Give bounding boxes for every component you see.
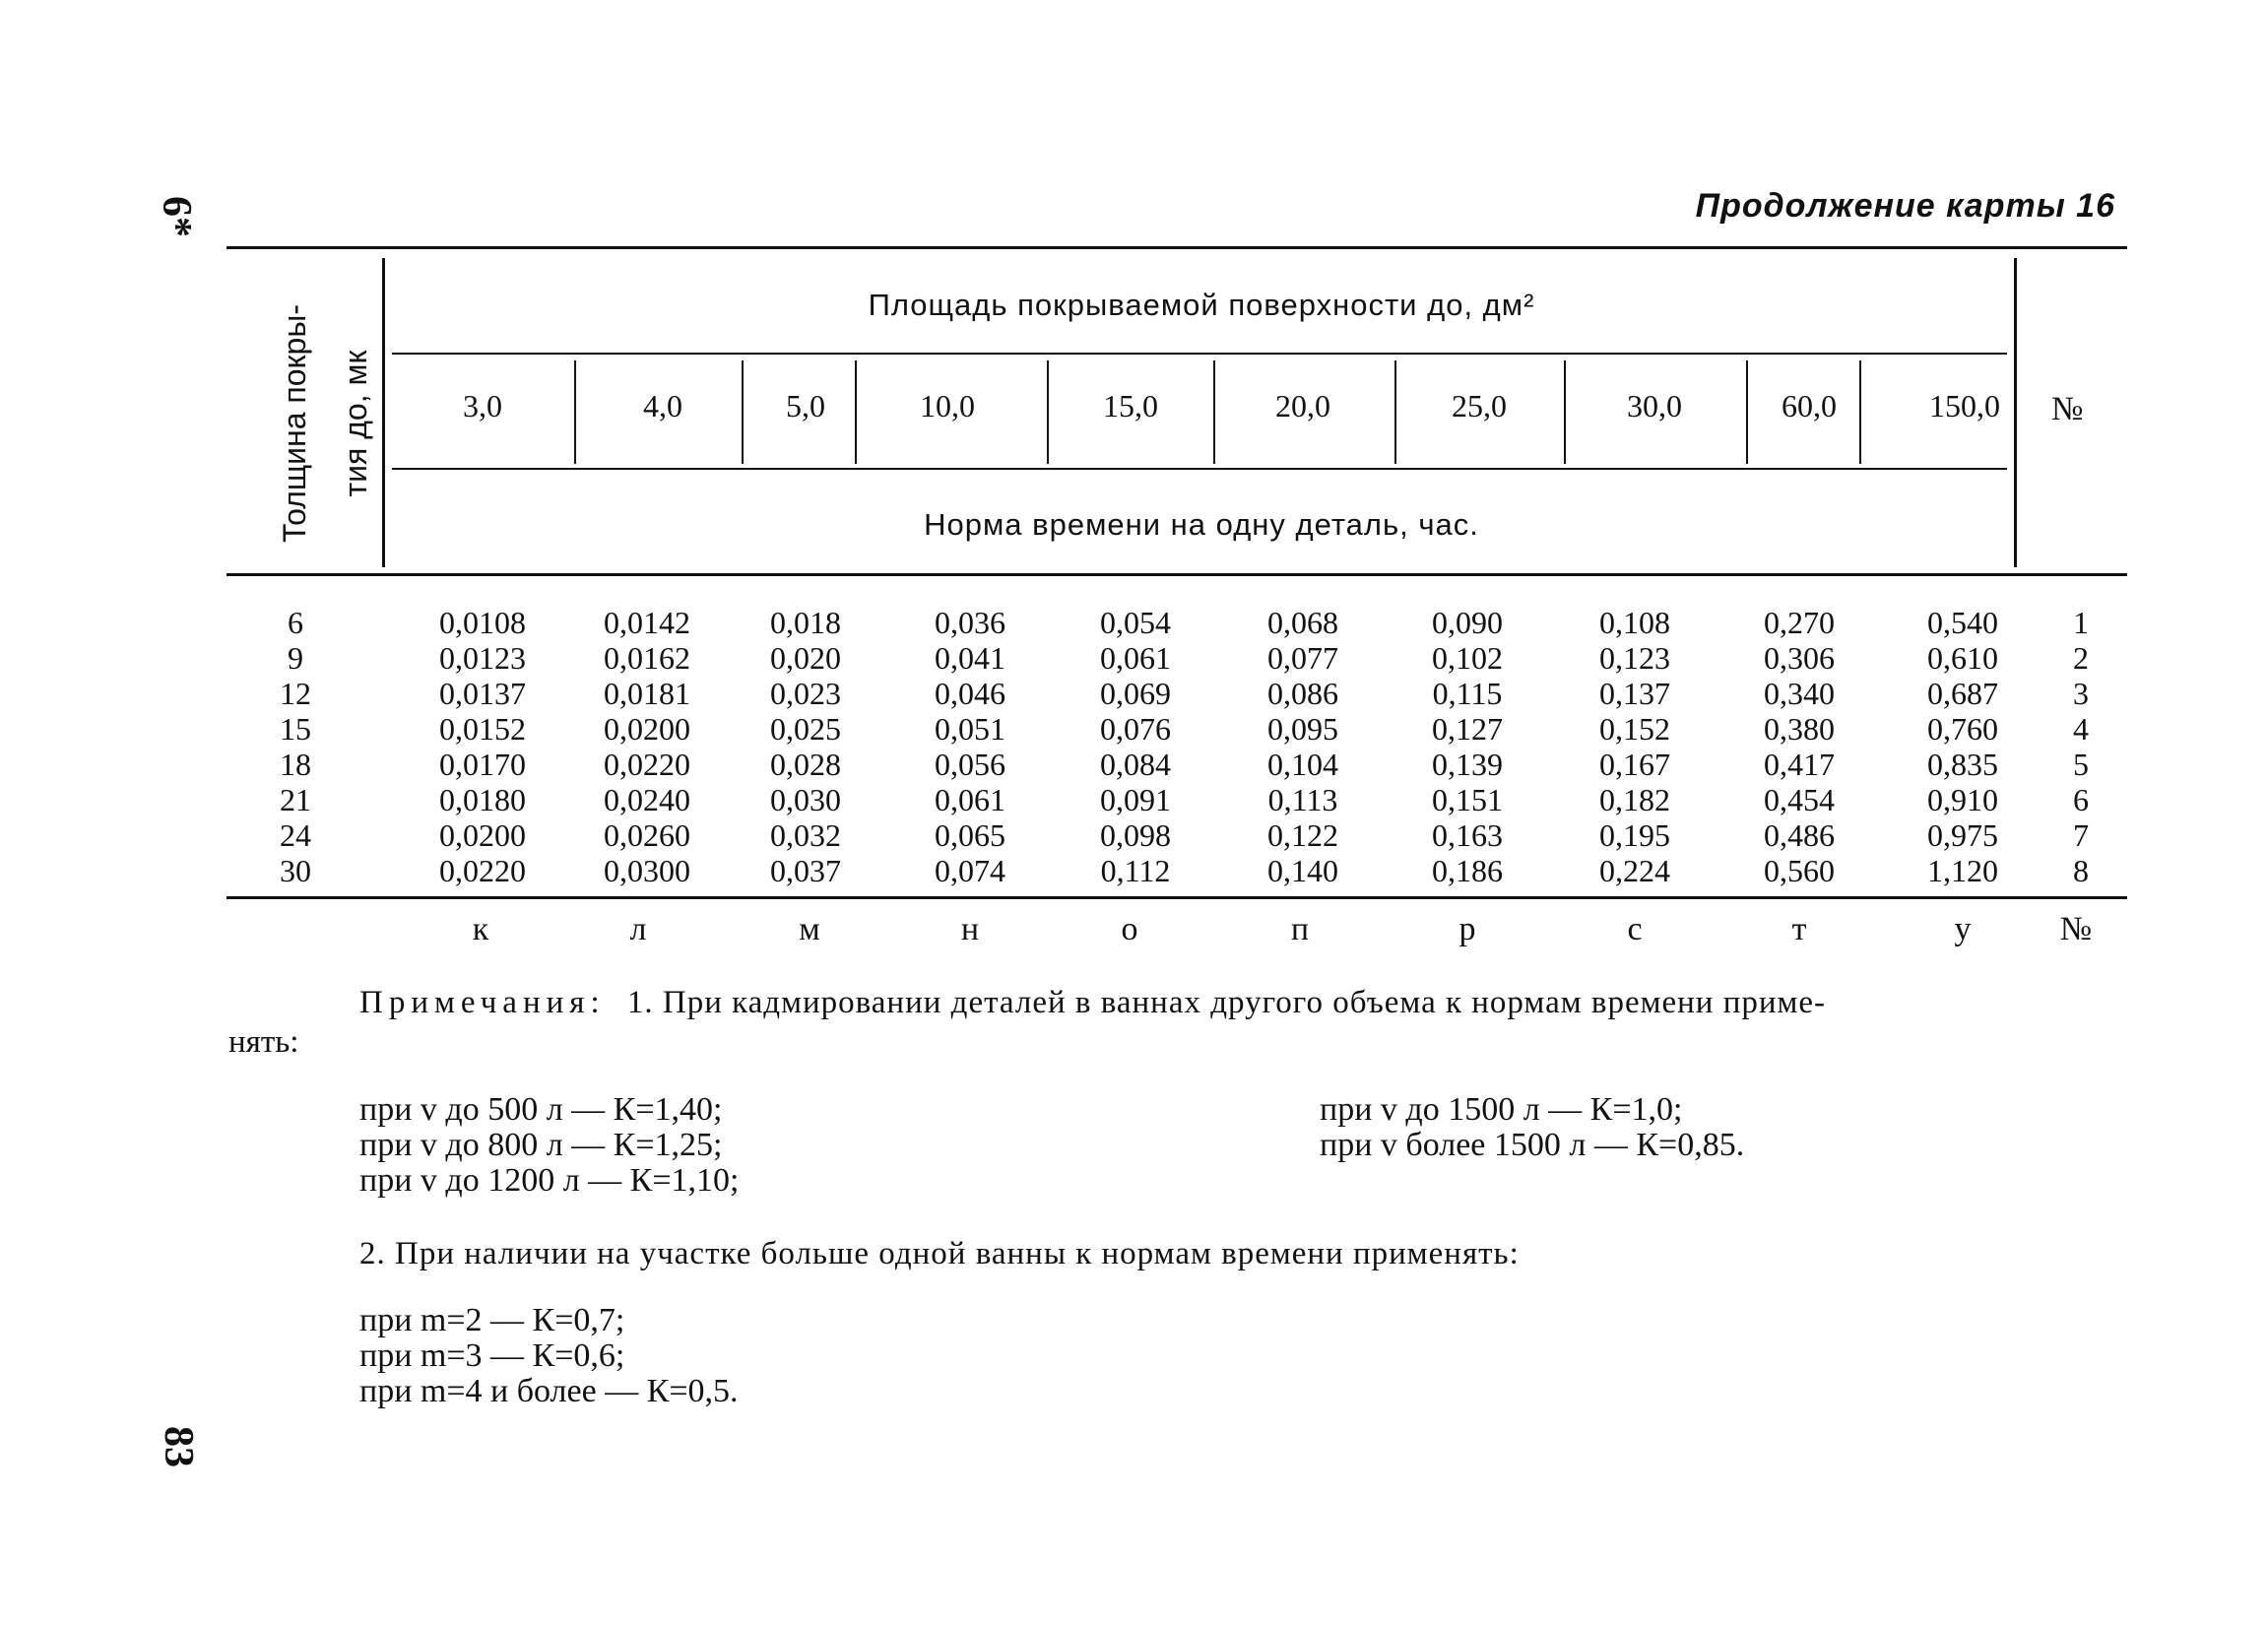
value-cell: 0,0200	[439, 817, 526, 853]
column-letter: м	[799, 911, 820, 947]
col-sep	[1394, 360, 1396, 464]
thickness-cell: 30	[280, 853, 311, 888]
value-cell: 0,152	[1599, 711, 1670, 747]
continuation-title: Продолжение карты 16	[1695, 187, 2115, 225]
area-col: 150,0	[1929, 388, 2000, 423]
norm-header: Норма времени на одну деталь, час.	[924, 507, 1479, 542]
value-cell: 0,077	[1267, 640, 1338, 676]
value-cell: 0,113	[1267, 782, 1338, 817]
value-cell: 0,123	[1599, 640, 1670, 676]
table-top-rule	[227, 246, 2127, 249]
value-cell: 0,090	[1432, 605, 1503, 640]
column-letter: н	[960, 911, 980, 947]
value-cell: 0,112	[1100, 853, 1171, 888]
value-cell: 0,760	[1927, 711, 1998, 747]
coef-line: при v до 1500 л — К=1,0;	[1320, 1091, 1683, 1128]
coef-line: при v до 800 л — К=1,25;	[359, 1127, 723, 1163]
note-2: 2. При наличии на участке больше одной ванны к нормам времени применять:	[359, 1236, 1520, 1271]
value-cell: 0,098	[1100, 817, 1171, 853]
value-cell: 0,0123	[439, 640, 526, 676]
header-bottom-rule	[227, 573, 2127, 576]
column-letter: п	[1290, 911, 1310, 947]
value-cell: 0,195	[1599, 817, 1670, 853]
value-cell: 0,076	[1100, 711, 1171, 747]
thickness-cell: 9	[288, 640, 303, 676]
value-cell: 0,020	[770, 640, 841, 676]
coef-line: при v до 500 л — К=1,40;	[359, 1091, 723, 1128]
thickness-cell: 15	[280, 711, 311, 747]
value-cell: 0,046	[935, 676, 1005, 711]
value-cell: 0,032	[770, 817, 841, 853]
value-cell: 0,091	[1100, 782, 1171, 817]
value-cell: 0,018	[770, 605, 841, 640]
value-cell: 0,910	[1927, 782, 1998, 817]
col-sep	[1564, 360, 1566, 464]
value-cell: 0,486	[1764, 817, 1835, 853]
value-cell: 0,025	[770, 711, 841, 747]
value-cell: 0,139	[1432, 747, 1503, 782]
value-cell: 0,095	[1267, 711, 1338, 747]
value-cell: 0,140	[1267, 853, 1338, 888]
area-col: 25,0	[1452, 388, 1507, 423]
coef-line: при m=4 и более — К=0,5.	[359, 1373, 739, 1409]
value-cell: 0,151	[1432, 782, 1503, 817]
thickness-cell: 12	[280, 676, 311, 711]
value-cell: 0,0181	[604, 676, 690, 711]
value-cell: 0,0260	[604, 817, 690, 853]
column-letter: у	[1954, 911, 1972, 947]
value-cell: 0,102	[1432, 640, 1503, 676]
value-cell: 0,056	[935, 747, 1005, 782]
thickness-cell: 21	[280, 782, 311, 817]
value-cell: 0,054	[1100, 605, 1171, 640]
thickness-header-line2: тия до, мк	[338, 350, 373, 497]
value-cell: 0,069	[1100, 676, 1171, 711]
col-sep	[1047, 360, 1049, 464]
value-cell: 0,030	[770, 782, 841, 817]
value-cell: 0,417	[1764, 747, 1835, 782]
value-cell: 0,122	[1267, 817, 1338, 853]
value-cell: 0,167	[1599, 747, 1670, 782]
row-number: 2	[2073, 640, 2089, 676]
value-cell: 0,108	[1599, 605, 1670, 640]
column-letter: с	[1627, 911, 1643, 947]
letters-no: №	[2059, 911, 2093, 947]
value-cell: 0,041	[935, 640, 1005, 676]
value-cell: 0,0200	[604, 711, 690, 747]
value-cell: 0,0142	[604, 605, 690, 640]
value-cell: 0,0170	[439, 747, 526, 782]
value-cell: 0,074	[935, 853, 1005, 888]
coef-line: при m=3 — К=0,6;	[359, 1337, 625, 1374]
value-cell: 0,023	[770, 676, 841, 711]
value-cell: 0,137	[1599, 676, 1670, 711]
area-col: 4,0	[643, 388, 682, 423]
value-cell: 0,0162	[604, 640, 690, 676]
value-cell: 0,975	[1927, 817, 1998, 853]
thickness-header-line1: Толщина покры-	[277, 304, 312, 543]
thickness-cell: 24	[280, 817, 311, 853]
area-col: 20,0	[1275, 388, 1330, 423]
value-cell: 0,127	[1432, 711, 1503, 747]
value-cell: 0,380	[1764, 711, 1835, 747]
value-cell: 0,270	[1764, 605, 1835, 640]
header-right-divider	[2014, 258, 2017, 567]
thickness-cell: 18	[280, 747, 311, 782]
row-number: 7	[2073, 817, 2089, 853]
value-cell: 0,306	[1764, 640, 1835, 676]
value-cell: 0,086	[1267, 676, 1338, 711]
value-cell: 0,084	[1100, 747, 1171, 782]
value-cell: 0,028	[770, 747, 841, 782]
area-col: 3,0	[463, 388, 502, 423]
value-cell: 0,454	[1764, 782, 1835, 817]
value-cell: 0,115	[1432, 676, 1503, 711]
value-cell: 0,0137	[439, 676, 526, 711]
value-cell: 0,068	[1267, 605, 1338, 640]
area-col: 10,0	[920, 388, 975, 423]
col-sep	[742, 360, 744, 464]
thickness-cell: 6	[288, 605, 303, 640]
value-cell: 0,540	[1927, 605, 1998, 640]
coef-line: при m=2 — К=0,7;	[359, 1302, 625, 1338]
column-letter: р	[1458, 911, 1476, 947]
area-col: 5,0	[786, 388, 825, 423]
value-cell: 0,340	[1764, 676, 1835, 711]
value-cell: 0,065	[935, 817, 1005, 853]
value-cell: 0,163	[1432, 817, 1503, 853]
value-cell: 0,0152	[439, 711, 526, 747]
col-sep	[1746, 360, 1748, 464]
margin-page-number: 83	[156, 1426, 201, 1467]
value-cell: 0,0108	[439, 605, 526, 640]
value-cell: 0,104	[1267, 747, 1338, 782]
row-number: 3	[2073, 676, 2089, 711]
value-cell: 0,610	[1927, 640, 1998, 676]
row-number: 6	[2073, 782, 2089, 817]
column-letter: т	[1791, 911, 1807, 947]
value-cell: 0,061	[1100, 640, 1171, 676]
value-cell: 0,0240	[604, 782, 690, 817]
notes-label: Примечания:	[359, 985, 606, 1020]
column-letter: о	[1121, 911, 1138, 947]
coef-line: при v до 1200 л — К=1,10;	[359, 1162, 740, 1199]
row-number: 5	[2073, 747, 2089, 782]
column-letter: л	[629, 911, 647, 947]
row-number: 1	[2073, 605, 2089, 640]
value-cell: 0,0220	[604, 747, 690, 782]
value-cell: 1,120	[1927, 853, 1998, 888]
value-cell: 0,051	[935, 711, 1005, 747]
value-cell: 0,0300	[604, 853, 690, 888]
col-sep	[574, 360, 576, 464]
table-bottom-rule	[227, 896, 2127, 899]
row-number: 4	[2073, 711, 2089, 747]
col-sep	[855, 360, 857, 464]
area-col: 30,0	[1627, 388, 1682, 423]
value-cell: 0,186	[1432, 853, 1503, 888]
col-sep	[1213, 360, 1215, 464]
value-cell: 0,182	[1599, 782, 1670, 817]
coef-line: при v более 1500 л — К=0,85.	[1320, 1127, 1745, 1163]
value-cell: 0,224	[1599, 853, 1670, 888]
note-1-text: 1. При кадмировании деталей в ваннах другого объема к нормам времени приме-	[626, 985, 1827, 1020]
value-cell: 0,0220	[439, 853, 526, 888]
value-cell: 0,037	[770, 853, 841, 888]
value-cell: 0,560	[1764, 853, 1835, 888]
value-cell: 0,835	[1927, 747, 1998, 782]
row-number: 8	[2073, 853, 2089, 888]
value-cell: 0,061	[935, 782, 1005, 817]
note-1	[359, 985, 2132, 1021]
area-header: Площадь покрываемой поверхности до, дм²	[868, 288, 1535, 322]
area-col: 15,0	[1103, 388, 1158, 423]
column-letter: к	[472, 911, 489, 947]
norm-header-rule	[392, 468, 2007, 470]
col-sep	[1859, 360, 1861, 464]
value-cell: 0,0180	[439, 782, 526, 817]
value-cell: 0,687	[1927, 676, 1998, 711]
note-1-continuation: нять:	[228, 1024, 299, 1060]
margin-page-mark-top: 6*	[154, 196, 199, 237]
value-cell: 0,036	[935, 605, 1005, 640]
area-header-rule	[392, 353, 2007, 355]
area-col: 60,0	[1782, 388, 1837, 423]
no-column-header: №	[2051, 391, 2084, 427]
